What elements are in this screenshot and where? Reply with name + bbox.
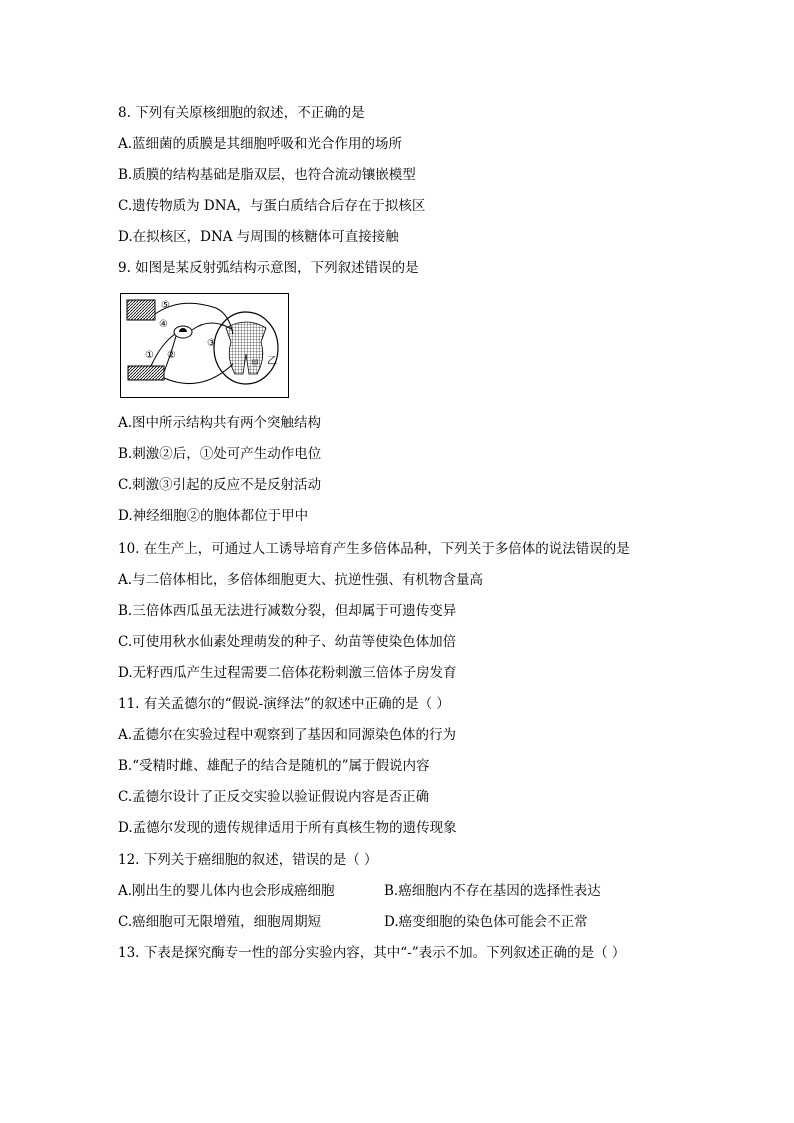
question-12-option-d: D.癌变细胞的染色体可能会不正常 bbox=[384, 914, 588, 930]
label-yi: 乙 bbox=[267, 356, 277, 367]
question-11-option-a: A.孟德尔在实验过程中观察到了基因和同源染色体的行为 bbox=[118, 727, 457, 743]
question-11-option-b: B.“受精时雌、雄配子的结合是随机的”属于假说内容 bbox=[118, 758, 430, 774]
label-3: ③ bbox=[207, 338, 216, 349]
question-10-option-a: A.与二倍体相比，多倍体细胞更大、抗逆性强、有机物含量高 bbox=[118, 572, 484, 588]
question-8-stem: 8. 下列有关原核细胞的叙述，不正确的是 bbox=[118, 105, 365, 121]
question-9-option-a: A.图中所示结构共有两个突触结构 bbox=[118, 415, 322, 431]
question-12-option-c: C.癌细胞可无限增殖，细胞周期短 bbox=[118, 914, 322, 930]
question-8-option-b: B.质膜的结构基础是脂双层，也符合流动镶嵌模型 bbox=[118, 167, 416, 183]
question-12-option-row-2 bbox=[118, 913, 588, 931]
question-8-option-c: C.遗传物质为 DNA，与蛋白质结合后存在于拟核区 bbox=[118, 198, 426, 214]
question-9-stem: 9. 如图是某反射弧结构示意图，下列叙述错误的是 bbox=[118, 260, 419, 276]
effector-muscle-shape bbox=[127, 300, 155, 320]
label-jia: 甲 bbox=[251, 359, 259, 368]
question-12-option-a: A.刚出生的婴儿体内也会形成癌细胞 bbox=[118, 883, 335, 899]
question-11-option-c: C.孟德尔设计了正反交实验以验证假说内容是否正确 bbox=[118, 789, 430, 805]
label-1: ① bbox=[145, 350, 154, 361]
question-8-option-d: D.在拟核区，DNA 与周围的核糖体可直接接触 bbox=[118, 229, 399, 245]
question-9-option-c: C.刺激③引起的反应不是反射活动 bbox=[118, 477, 322, 493]
question-10-stem: 10. 在生产上，可通过人工诱导培育产生多倍体品种，下列关于多倍体的说法错误的是 bbox=[118, 541, 630, 557]
reflex-arc-figure bbox=[120, 293, 289, 398]
question-10-option-b: B.三倍体西瓜虽无法进行减数分裂，但却属于可遗传变异 bbox=[118, 603, 457, 619]
question-9-option-d: D.神经细胞②的胞体都位于甲中 bbox=[118, 508, 309, 524]
label-5: ⑤ bbox=[161, 300, 170, 311]
label-4: ④ bbox=[159, 319, 168, 330]
question-12-stem: 12. 下列关于癌细胞的叙述，错误的是（ ） bbox=[118, 852, 378, 868]
question-13-stem: 13. 下表是探究酶专一性的部分实验内容，其中“-”表示不加。下列叙述正确的是（ ） bbox=[118, 945, 626, 961]
question-12-option-row-1 bbox=[118, 882, 601, 900]
question-9-option-b: B.刺激②后，①处可产生动作电位 bbox=[118, 446, 322, 462]
reflex-arc-diagram bbox=[121, 294, 290, 399]
question-10-option-c: C.可使用秋水仙素处理萌发的种子、幼苗等使染色体加倍 bbox=[118, 634, 457, 650]
question-11-option-d: D.孟德尔发现的遗传规律适用于所有真核生物的遗传现象 bbox=[118, 820, 457, 836]
question-12-option-b: B.癌细胞内不存在基因的选择性表达 bbox=[384, 883, 601, 899]
question-8-option-a: A.蓝细菌的质膜是其细胞呼吸和光合作用的场所 bbox=[118, 136, 403, 152]
receptor-skin-shape bbox=[128, 366, 164, 380]
question-10-option-d: D.无籽西瓜产生过程需要二倍体花粉刺激三倍体子房发育 bbox=[118, 665, 457, 681]
question-11-stem: 11. 有关孟德尔的“假说-演绎法”的叙述中正确的是（ ） bbox=[118, 696, 450, 712]
label-2: ② bbox=[167, 350, 176, 361]
